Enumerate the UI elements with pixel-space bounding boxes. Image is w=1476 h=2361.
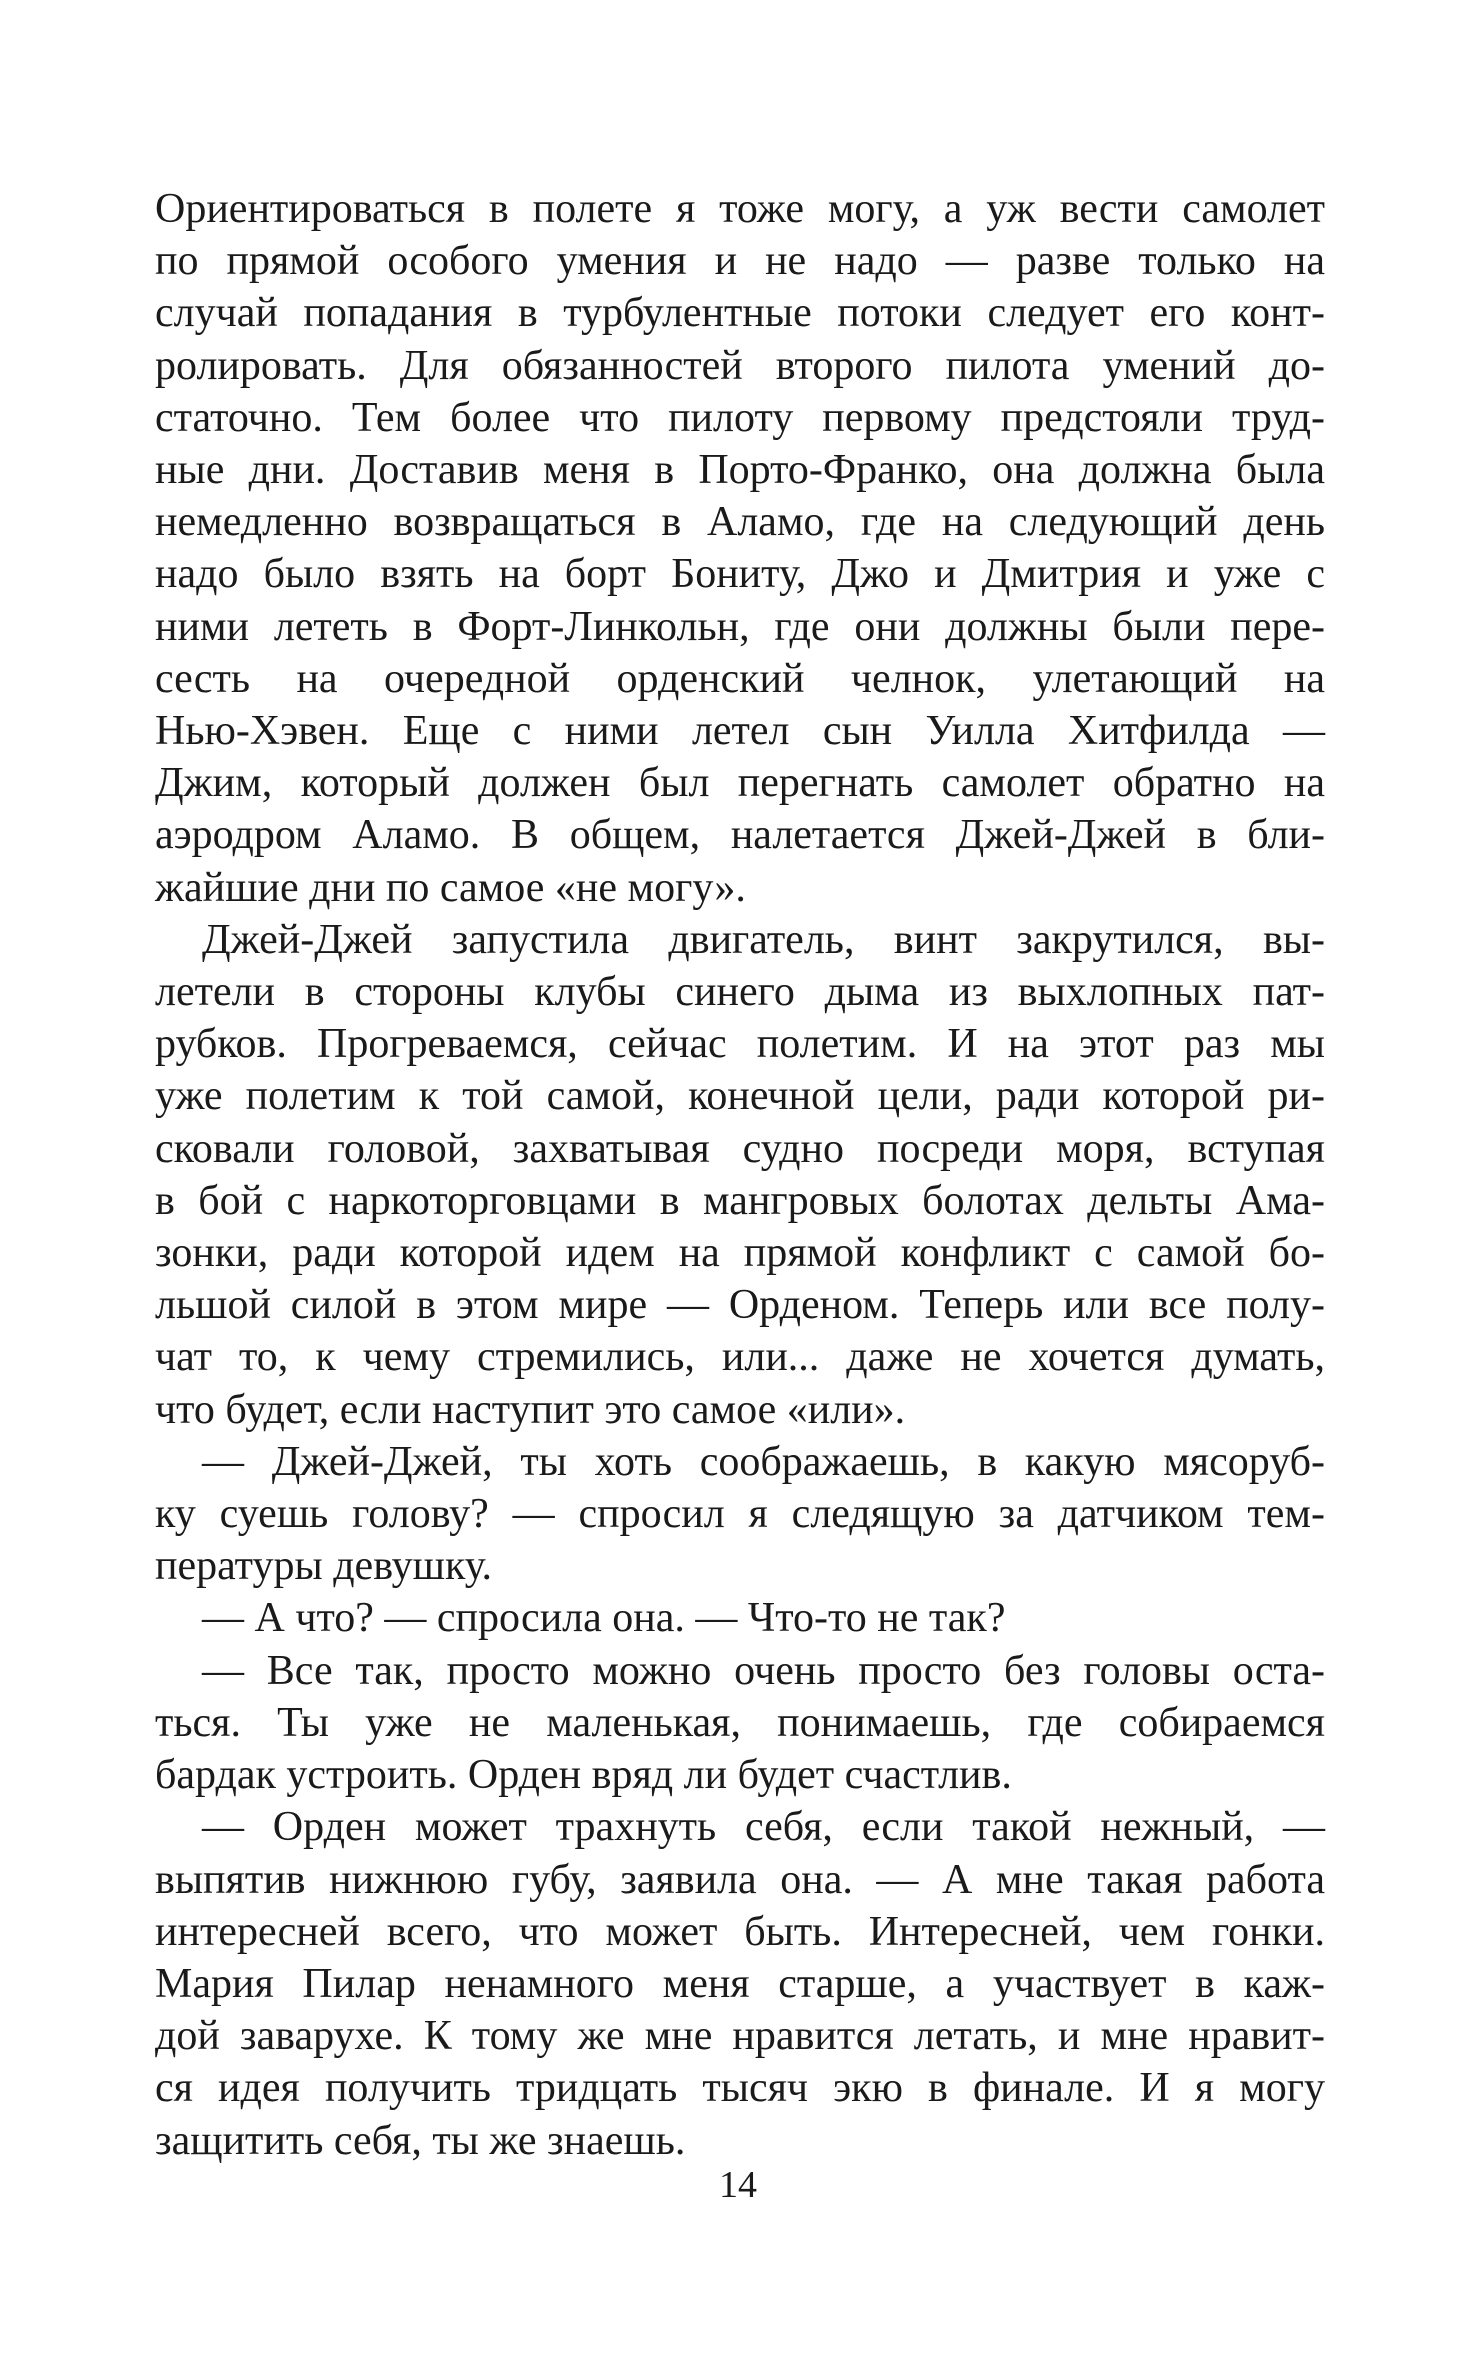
text-line: рубков. Прогреваемся, сейчас полетим. И на этот раз мы bbox=[155, 1021, 1325, 1068]
text-line: льшой силой в этом мире — Орденом. Теперь или все полу- bbox=[155, 1282, 1325, 1329]
text-line: жайшие дни по самое «не могу». bbox=[155, 864, 746, 911]
text-line: Ориентироваться в полете я тоже могу, а уж вести самолет bbox=[155, 186, 1325, 232]
body-text bbox=[155, 183, 1325, 2167]
text-line: аэродром Аламо. В общем, налетается Джей-Джей в бли- bbox=[155, 812, 1325, 859]
text-line: дой заварухе. К тому же мне нравится летать, и мне нравит- bbox=[155, 2013, 1325, 2060]
text-line: Джей-Джей запустила двигатель, винт закрутился, вы- bbox=[202, 916, 1325, 963]
paragraph bbox=[155, 1592, 1325, 1644]
text-line: пературы девушку. bbox=[155, 1543, 493, 1590]
text-line: Мария Пилар ненамного меня старше, а участвует в каж- bbox=[155, 1960, 1325, 2007]
text-line: уже полетим к той самой, конечной цели, ради которой ри- bbox=[155, 1073, 1325, 1120]
text-line: чат то, к чему стремились, или... даже не хочется думать, bbox=[155, 1334, 1325, 1381]
text-line: летели в стороны клубы синего дыма из выхлопных пат- bbox=[155, 969, 1325, 1016]
text-line: сковали головой, захватывая судно посреди моря, вступая bbox=[155, 1125, 1325, 1172]
text-line: — А что? — спросила она. — Что-то не так? bbox=[202, 1595, 1006, 1642]
paragraph bbox=[155, 1801, 1325, 2166]
paragraph bbox=[155, 1436, 1325, 1593]
text-line: в бой с наркоторговцами в мангровых болотах дельты Ама- bbox=[155, 1177, 1325, 1224]
text-line: ся идея получить тридцать тысяч экю в финале. И я могу bbox=[155, 2065, 1325, 2112]
text-line: надо было взять на борт Бониту, Джо и Дмитрия и уже с bbox=[155, 551, 1325, 598]
text-line: статочно. Тем более что пилоту первому предстояли труд- bbox=[155, 394, 1325, 441]
text-line: зонки, ради которой идем на прямой конфликт с самой бо- bbox=[155, 1230, 1325, 1277]
text-line: случай попадания в турбулентные потоки следует его конт- bbox=[155, 290, 1325, 337]
text-line: Джим, который должен был перегнать самолет обратно на bbox=[155, 760, 1325, 807]
text-line: — Все так, просто можно очень просто без головы оста- bbox=[202, 1647, 1325, 1694]
text-line: защитить себя, ты же знаешь. bbox=[155, 2117, 686, 2164]
text-line: бардак устроить. Орден вряд ли будет счастлив. bbox=[155, 1752, 1012, 1799]
paragraph bbox=[155, 914, 1325, 1436]
text-line: что будет, если наступит это самое «или». bbox=[155, 1386, 906, 1433]
text-line: ними лететь в Форт-Линкольн, где они должны были пере- bbox=[155, 603, 1325, 650]
paragraph bbox=[155, 1645, 1325, 1802]
text-line: ться. Ты уже не маленькая, понимаешь, где собираемся bbox=[155, 1699, 1325, 1746]
text-line: выпятив нижнюю губу, заявила она. — А мне такая работа bbox=[155, 1856, 1325, 1903]
text-line: по прямой особого умения и не надо — разве только на bbox=[155, 238, 1325, 285]
text-line: — Джей-Джей, ты хоть соображаешь, в какую мясоруб- bbox=[202, 1438, 1325, 1485]
text-line: немедленно возвращаться в Аламо, где на следующий день bbox=[155, 499, 1325, 546]
text-line: ролировать. Для обязанностей второго пилота умений до- bbox=[155, 342, 1325, 389]
text-line: интересней всего, что может быть. Интересней, чем гонки. bbox=[155, 1908, 1325, 1955]
paragraph bbox=[155, 183, 1325, 914]
page-number: 14 bbox=[719, 2164, 757, 2206]
text-line: ные дни. Доставив меня в Порто-Франко, она должна была bbox=[155, 447, 1325, 494]
text-line: — Орден может трахнуть себя, если такой нежный, — bbox=[202, 1804, 1325, 1851]
text-line: Нью-Хэвен. Еще с ними летел сын Уилла Хитфилда — bbox=[155, 708, 1325, 755]
text-line: сесть на очередной орденский челнок, улетающий на bbox=[155, 655, 1325, 702]
text-line: ку суешь голову? — спросил я следящую за датчиком тем- bbox=[155, 1491, 1325, 1538]
